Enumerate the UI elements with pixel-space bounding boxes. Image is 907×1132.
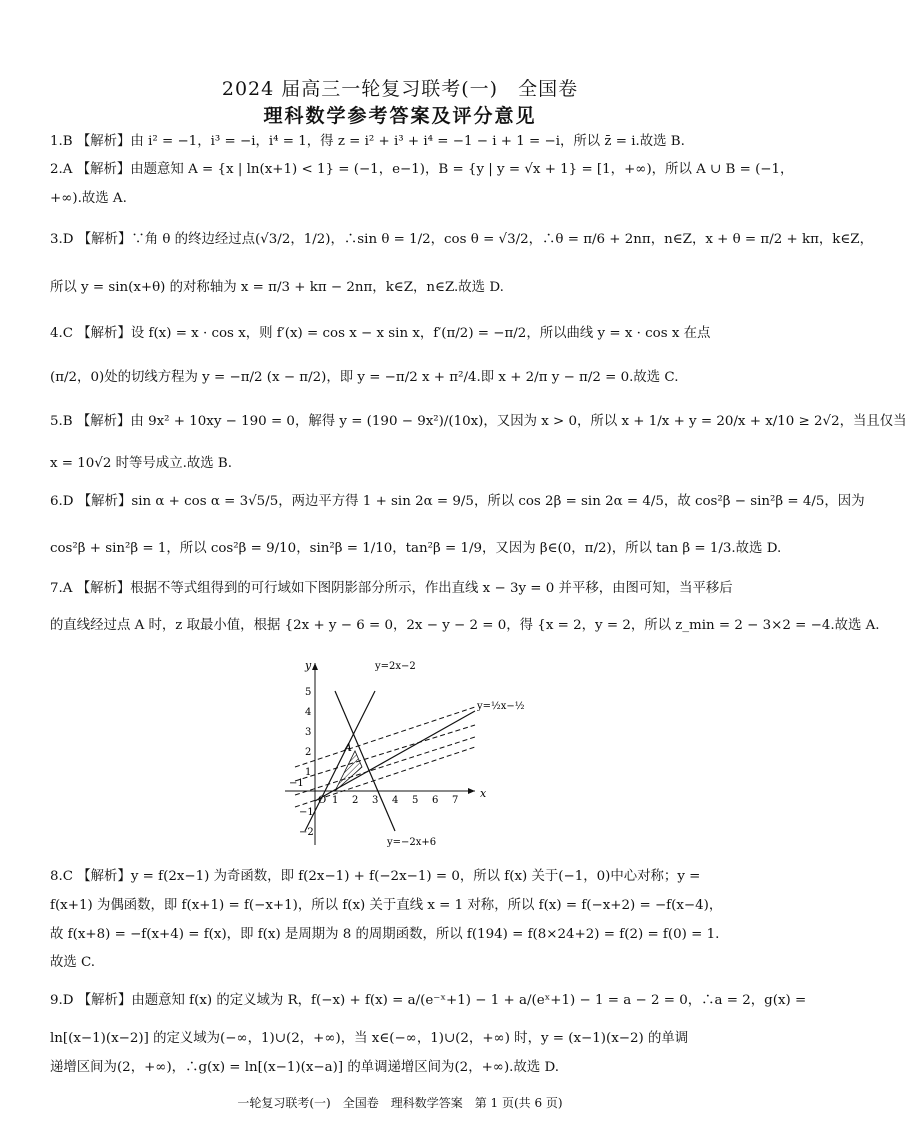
answer-line-5: 所以 y = sin(x+θ) 的对称轴为 x = π/3 + kπ − 2nπ，k∈Z，n∈Z.故选 D.: [50, 280, 504, 295]
answer-line-15: f(x+1) 为偶函数，即 f(x+1) = f(−x+1)，所以 f(x) 关于直线 x = 1 对称，所以 f(x) = f(−x+2) = −f(x−4)，: [50, 898, 723, 913]
answer-line-12: 7.A 【解析】根据不等式组得到的可行域如下图阴影部分所示，作出直线 x − 3y = 0 并平移，由图可知，当平移后: [50, 581, 733, 596]
y-tick-4: 4: [305, 707, 312, 718]
answer-line-11: cos²β + sin²β = 1，所以 cos²β = 9/10，sin²β = 1/10，tan²β = 1/9，又因为 β∈(0，π/2)，所以 tan β = 1/3.故选 D.: [50, 541, 782, 556]
line1-label: y=2x−2: [375, 661, 416, 672]
answer-line-2: 2.A 【解析】由题意知 A = {x | ln(x+1) < 1} = (−1，e−1)，B = {y | y = √x + 1} = [1，+∞)，所以 A ∪ B = (−1，: [50, 162, 794, 177]
answer-line-20: 递增区间为(2，+∞)，∴g(x) = ln[(x−1)(x−a)] 的单调递增区间为(2，+∞).故选 D.: [50, 1060, 559, 1075]
page-title: 2024 届高三一轮复习联考(一) 全国卷: [221, 78, 579, 100]
x-tick-5: 5: [412, 795, 419, 806]
x-tick-neg1: −1: [289, 778, 304, 789]
dashed-line-1: [295, 707, 475, 767]
point-a-label: A: [344, 741, 352, 754]
y-tick-neg2: −2: [299, 827, 314, 838]
y-axis-arrow: [312, 663, 318, 670]
line2-label: y=½x−½: [477, 701, 525, 712]
dashed-line-2: [295, 725, 475, 781]
answer-line-18: 9.D 【解析】由题意知 f(x) 的定义域为 R，f(−x) + f(x) = a/(e⁻ˣ+1) − 1 + a/(eˣ+1) − 1 = a − 2 = 0，∴a = 2，g(x) =: [50, 993, 807, 1008]
x-tick-2: 2: [352, 795, 359, 806]
y-tick-3: 3: [305, 727, 312, 738]
x-tick-3: 3: [372, 795, 379, 806]
answer-line-7: (π/2，0)处的切线方程为 y = −π/2 (x − π/2)，即 y = −π/2 x + π²/4.即 x + 2/π y − π/2 = 0.故选 C.: [50, 370, 679, 385]
answer-line-14: 8.C 【解析】y = f(2x−1) 为奇函数，即 f(2x−1) + f(−2x−1) = 0，所以 f(x) 关于(−1，0)中心对称；y =: [50, 869, 701, 884]
x-axis-label: x: [480, 787, 487, 800]
answer-line-16: 故 f(x+8) = −f(x+4) = f(x)，即 f(x) 是周期为 8 的周期函数，所以 f(194) = f(8×24+2) = f(2) = f(0) = 1.: [50, 927, 720, 942]
answer-line-8: 5.B 【解析】由 9x² + 10xy − 190 = 0，解得 y = (190 − 9x²)/(10x)，又因为 x > 0，所以 x + 1/x + y = 20/x + x/10 ≥ 2√2，当且仅当: [50, 414, 907, 429]
answer-line-19: ln[(x−1)(x−2)] 的定义域为(−∞，1)∪(2，+∞)，当 x∈(−∞，1)∪(2，+∞) 时，y = (x−1)(x−2) 的单调: [50, 1031, 689, 1046]
x-tick-7: 7: [452, 795, 459, 806]
dashed-line-3: [295, 737, 475, 795]
y-tick-neg1: −1: [299, 807, 314, 818]
line-y-half-x-minus-half: [315, 711, 475, 801]
answer-line-10: 6.D 【解析】sin α + cos α = 3√5/5，两边平方得 1 + sin 2α = 9/5，所以 cos 2β = sin 2α = 4/5，故 cos²β − sin²β = 4/5，因为: [50, 494, 865, 509]
line3-label: y=−2x+6: [387, 837, 437, 848]
y-tick-5: 5: [305, 687, 312, 698]
x-tick-6: 6: [432, 795, 439, 806]
answer-line-1: 1.B 【解析】由 i² = −1，i³ = −i，i⁴ = 1，得 z = i² + i³ + i⁴ = −1 − i + 1 = −i，所以 z̄ = i.故选 B.: [50, 134, 685, 149]
page-footer: 一轮复习联考(一) 全国卷 理科数学答案 第 1 页(共 6 页): [237, 1096, 563, 1110]
answer-line-6: 4.C 【解析】设 f(x) = x · cos x，则 f′(x) = cos x − x sin x，f′(π/2) = −π/2，所以曲线 y = x · cos x 在点: [50, 326, 711, 341]
answer-line-17: 故选 C.: [50, 955, 96, 970]
origin-label: O: [318, 795, 327, 806]
answer-line-9: x = 10√2 时等号成立.故选 B.: [50, 456, 232, 471]
y-axis-label: y: [305, 659, 312, 672]
answer-line-13: 的直线经过点 A 时，z 取最小值，根据 {2x + y − 6 = 0，2x − y − 2 = 0，得 {x = 2，y = 2，所以 z_min = 2 − 3×2 = −4.故选 A.: [50, 618, 880, 633]
answer-line-4: 3.D 【解析】∵角 θ 的终边经过点(√3/2，1/2)，∴sin θ = 1/2，cos θ = √3/2，∴θ = π/6 + 2nπ，n∈Z，x + θ = π/2 + kπ，k∈Z，: [50, 232, 873, 247]
y-tick-1: 1: [305, 767, 312, 778]
feasible-region: [335, 751, 362, 791]
y-tick-2: 2: [305, 747, 312, 758]
x-tick-4: 4: [392, 795, 399, 806]
x-tick-1: 1: [332, 795, 339, 806]
page-subtitle: 理科数学参考答案及评分意见: [263, 105, 537, 127]
feasible-region-figure: [275, 655, 540, 850]
answer-line-3: +∞).故选 A.: [50, 191, 127, 206]
x-axis-arrow: [468, 788, 475, 794]
